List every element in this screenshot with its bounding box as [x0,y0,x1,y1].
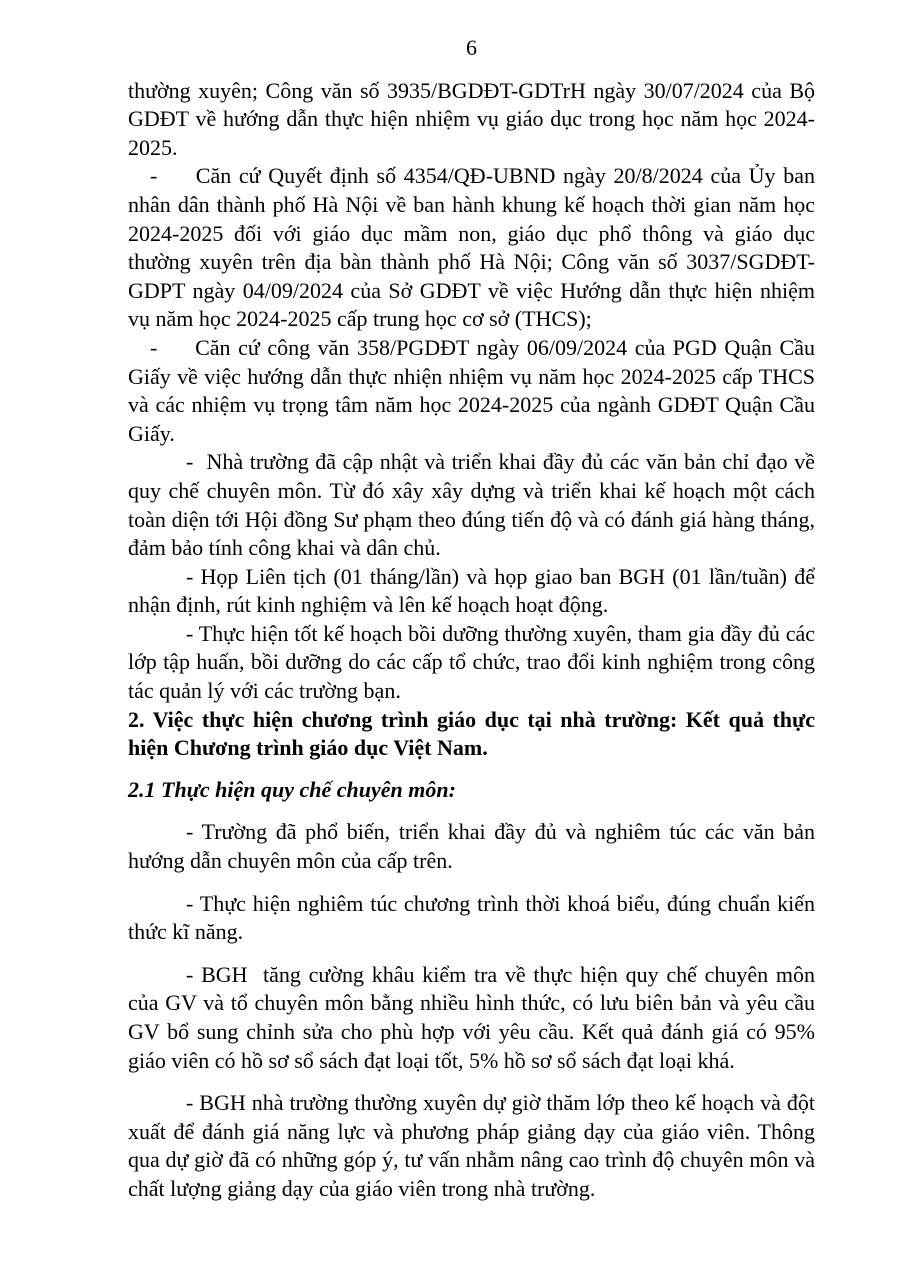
paragraph-pho-bien-van-ban: - Trường đã phổ biến, triển khai đầy đủ và nghiêm túc các văn bản hướng dẫn chuyên môn của cấp trên. [128,819,815,874]
section-heading-2: 2. Việc thực hiện chương trình giáo dục tại nhà trường: Kết quả thực hiện Chương trình giáo dục Việt Nam. [128,706,815,761]
paragraph-continuation: thường xuyên; Công văn số 3935/BGDĐT-GDTrH ngày 30/07/2024 của Bộ GDĐT về hướng dẫn thực hiện nhiệm vụ giáo dục trong học năm học 2024-2025. [128,77,815,160]
paragraph-bgh-du-gio: - BGH nhà trường thường xuyên dự giờ thăm lớp theo kế hoạch và đột xuất để đánh giá năng lực và phương pháp giảng dạy của giáo viên. Thông qua dự giờ đã có những góp ý, tư vấn nhằm nâng cao trình độ chuyên môn và chất lượng giảng dạy của giáo viên trong nhà trường. [128,1090,815,1201]
paragraph-can-cu-cong-van: - Căn cứ công văn 358/PGDĐT ngày 06/09/2024 của PGD Quận Cầu Giấy về việc hướng dẫn thực nhiện nhiệm vụ năm học 2024-2025 cấp THCS và các nhiệm vụ trọng tâm năm học 2024-2025 của ngành GDĐT Quận Cầu Giấy. [128,334,815,446]
paragraph-can-cu-quyet-dinh: - Căn cứ Quyết định số 4354/QĐ-UBND ngày 20/8/2024 của Ủy ban nhân dân thành phố Hà Nội về ban hành khung kế hoạch thời gian năm học 2024-2025 đối với giáo dục mầm non, giáo dục phổ thông và giáo dục thường xuyên trên địa bàn thành phố Hà Nội; Công văn số 3037/SGDĐT-GDPT ngày 04/09/2024 của Sở GDĐT về việc Hướng dẫn thực hiện nhiệm vụ năm học 2024-2025 cấp trung học cơ sở (THCS); [128,163,815,332]
paragraph-boi-duong-thuong-xuyen: - Thực hiện tốt kế hoạch bồi dưỡng thường xuyên, tham gia đầy đủ các lớp tập huấn, bồi dưỡng do các cấp tổ chức, trao đổi kinh nghiệm trong công tác quản lý với các trường bạn. [128,620,815,704]
paragraph-bgh-kiem-tra: - BGH tăng cường khâu kiểm tra về thực hiện quy chế chuyên môn của GV và tổ chuyên môn bằng nhiều hình thức, có lưu biên bản và yêu cầu GV bổ sung chỉnh sửa cho phù hợp với yêu cầu. Kết quả đánh giá có 95% giáo viên có hồ sơ sổ sách đạt loại tốt, 5% hồ sơ sổ sách đạt loại khá. [128,961,815,1073]
paragraph-hop-lien-tich: - Họp Liên tịch (01 tháng/lần) và họp giao ban BGH (01 lần/tuần) để nhận định, rút kinh nghiệm và lên kế hoạch hoạt động. [128,563,815,618]
paragraph-thoi-khoa-bieu: - Thực hiện nghiêm túc chương trình thời khoá biểu, đúng chuẩn kiến thức kĩ năng. [128,890,815,945]
paragraph-nha-truong-cap-nhat: - Nhà trường đã cập nhật và triển khai đầy đủ các văn bản chỉ đạo về quy chế chuyên môn. Từ đó xây xây dựng và triển khai kế hoạch một cách toàn diện tới Hội đồng Sư phạm theo đúng tiến độ và có đánh giá hàng tháng, đảm bảo tính công khai và dân chủ. [128,449,815,561]
subsection-heading-2-1: 2.1 Thực hiện quy chế chuyên môn: [128,776,456,802]
page-number: 6 [466,35,477,60]
